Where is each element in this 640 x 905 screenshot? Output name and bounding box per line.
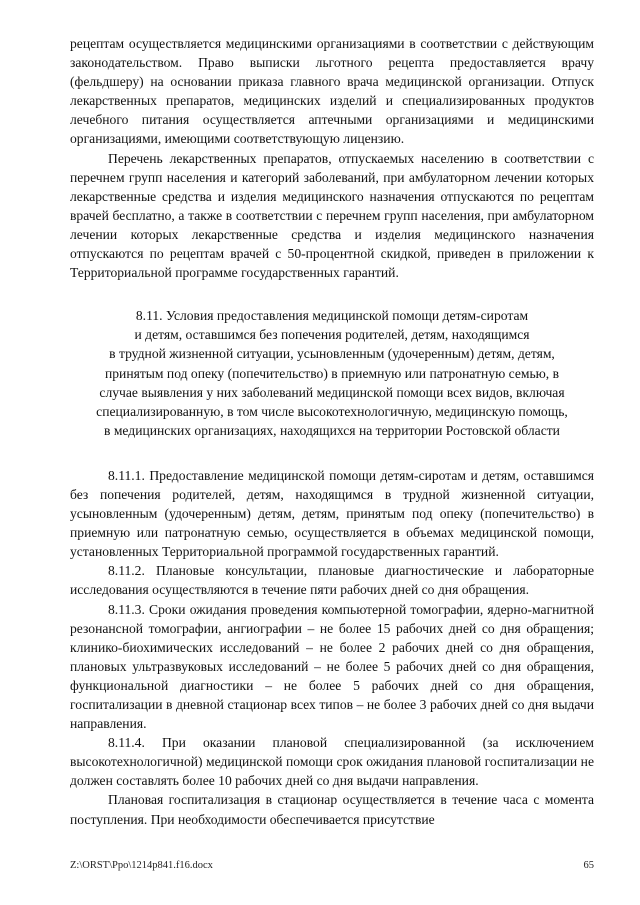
section-heading-8-11	[70, 306, 594, 440]
section-heading-line: случае выявления у них заболеваний медицинской помощи всех видов, включая	[99, 384, 565, 400]
paragraph-planned-hospitalization: Плановая госпитализация в стационар осуществляется в течение часа с момента поступления. При необходимости обеспечивается присутствие	[70, 792, 594, 827]
paragraph-8-11-1: 8.11.1. Предоставление медицинской помощи детям-сиротам и детям, оставшимся без попечения родителей, детям, находящимся в трудной жизненной ситуации, усыновленным (удочеренным) детям, детям, принятым под опеку (попечительство) в приемную или патронатную семью, осуществляется в объемах медицинской помощи, установленных Территориальной программой государственных гарантий.	[70, 467, 594, 560]
paragraph-prescription-dispensing: рецептам осуществляется медицинскими организациями в соответствии с действующим законодательством. Право выписки льготного рецепта предоставляется врачу (фельдшеру) на основании приказа главного врача медицинской организации. Отпуск лекарственных препаратов, медицинских изделий и специализированных продуктов лечебного питания осуществляется аптечными организациями и медицинскими организациями, имеющими соответствующую лицензию.	[70, 36, 594, 147]
section-heading-line: в трудной жизненной ситуации, усыновленным (удочеренным) детям, детям,	[109, 346, 555, 362]
section-heading-line: 8.11. Условия предоставления медицинской помощи детям-сиротам	[135, 308, 529, 324]
page-number: 65	[583, 860, 594, 871]
page-footer	[70, 856, 594, 872]
section-heading-line: специализированную, в том числе высокотехнологичную, медицинскую помощь,	[96, 403, 568, 419]
paragraph-8-11-3: 8.11.3. Сроки ожидания проведения компьютерной томографии, ядерно-магнитной резонансной томографии, ангиографии – не более 15 рабочих дней со дня обращения; клинико-биохимических исследований – не более 2 рабочих дней со дня обращения, плановых ультразвуковых исследований – не более 5 рабочих дней со дня обращения, функциональной диагностики – не более 5 рабочих дней со дня обращения, госпитализации в дневной стационар всех типов – не более 3 рабочих дней со дня выдачи направления.	[70, 601, 594, 732]
paragraph-8-11-4: 8.11.4. При оказании плановой специализированной (за исключением высокотехнологичной) медицинской помощи срок ожидания плановой госпитализации не должен составлять более 10 рабочих дней со дня выдачи направления.	[70, 735, 594, 789]
section-heading-line: и детям, оставшимся без попечения родителей, детям, находящимся	[134, 327, 530, 343]
footer-file-path: Z:\ORST\Ppo\1214p841.f16.docx	[70, 860, 213, 871]
paragraph-8-11-2: 8.11.2. Плановые консультации, плановые диагностические и лабораторные исследования осуществляются в течение пяти рабочих дней со дня обращения.	[70, 563, 594, 598]
paragraph-medication-list: Перечень лекарственных препаратов, отпускаемых населению в соответствии с перечнем групп населения и категорий заболеваний, при амбулаторном лечении которых лекарственные средства и изделия медицинского назначения отпускаются по рецептам врачей бесплатно, а также в соответствии с перечнем групп населения, при амбулаторном лечении которых лекарственные средства и изделия медицинского назначения отпускаются по рецептам врачей с 50-процентной скидкой, приведен в приложении к Территориальной программе государственных гарантий.	[70, 150, 594, 281]
section-heading-line: принятым под опеку (попечительство) в приемную или патронатную семью, в	[104, 365, 560, 381]
section-heading-line: в медицинских организациях, находящихся на территории Ростовской области	[104, 422, 560, 438]
document-body	[70, 34, 594, 829]
